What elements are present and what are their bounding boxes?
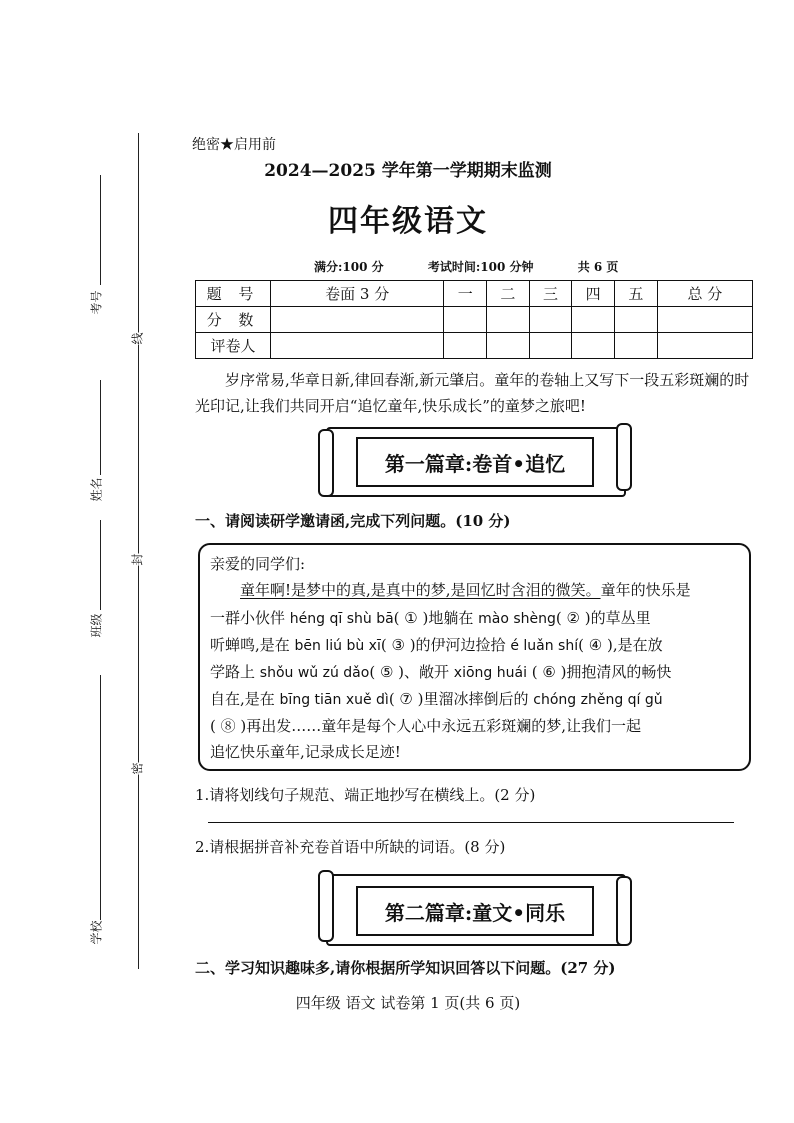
question-2: 2.请根据拼音补充卷首语中所缺的词语。(8 分) [195, 838, 506, 856]
score-cell[interactable] [572, 307, 615, 333]
score-cell[interactable] [529, 307, 572, 333]
school-label: 学校 [89, 920, 104, 945]
pinyin: é luǎn shí [510, 638, 579, 654]
score-cell[interactable] [657, 307, 752, 333]
chapter2-banner [318, 870, 634, 948]
blank-3[interactable]: ( ③ )的伊河边捡拾 [380, 636, 511, 654]
score-table-header-cell: 一 [444, 281, 487, 307]
intro-paragraph: 岁序常易,华章日新,律回春渐,新元肇启。童年的卷轴上又写下一段五彩斑斓的时光印记,让我们共同开启“追忆童年,快乐成长”的童梦之旅吧! [195, 371, 750, 415]
exam-title: 2024—2025 学年第一学期期末监测 [264, 161, 552, 181]
grader-cell[interactable] [572, 333, 615, 359]
score-cell[interactable] [615, 307, 658, 333]
score-table-header-cell: 三 [529, 281, 572, 307]
invitation-letter [198, 543, 751, 771]
letter-text: 听蝉鸣,是在 [210, 636, 295, 654]
letter-line [210, 688, 663, 709]
score-table-header-cell: 卷面 3 分 [271, 281, 444, 307]
grader-cell[interactable] [529, 333, 572, 359]
name-label: 姓名 [89, 477, 104, 502]
letter-closing: 追忆快乐童年,记录成长足迹! [210, 743, 401, 761]
seal-mark-seal: 封 [130, 553, 145, 566]
chapter1-banner [318, 423, 634, 499]
full-score: 满分:100 分 [314, 260, 384, 274]
pinyin: bēn liú bù xī [294, 638, 381, 654]
exam-meta [314, 258, 658, 275]
school-field-line [100, 675, 101, 920]
score-table-header-row [196, 281, 753, 307]
seal-mark-line: 线 [130, 332, 145, 345]
score-table-header-cell: 四 [572, 281, 615, 307]
chapter1-title: 第一篇章:卷首•追忆 [356, 437, 594, 487]
letter-text: 一群小伙伴 [210, 609, 290, 627]
letter-text: 自在,是在 [210, 690, 280, 708]
score-table-header-cell: 题 号 [196, 281, 271, 307]
exam-number-label: 考号 [89, 290, 104, 315]
grader-cell[interactable] [271, 333, 444, 359]
underlined-sentence: 童年啊!是梦中的真,是真中的梦,是回忆时含泪的微笑。 [240, 581, 601, 599]
blank-1[interactable]: ( ① )地躺在 [393, 609, 479, 627]
scroll-roll-left [318, 429, 334, 497]
letter-line [210, 634, 663, 655]
blank-6[interactable]: ( ⑥ )拥抱清风的畅快 [526, 663, 672, 681]
score-cell[interactable] [487, 307, 530, 333]
chapter2-title: 第二篇章:童文•同乐 [356, 886, 594, 936]
section1-heading: 一、请阅读研学邀请函,完成下列问题。(10 分) [195, 512, 511, 530]
score-table-row [196, 333, 753, 359]
grader-cell[interactable] [615, 333, 658, 359]
exam-time: 考试时间:100 分钟 [427, 260, 534, 274]
pinyin: shǒu wǔ zú dǎo [259, 665, 370, 681]
score-table-row [196, 307, 753, 333]
scroll-roll-left [318, 870, 334, 942]
pinyin: mào shèng [478, 611, 556, 627]
page-count: 共 6 页 [577, 260, 619, 274]
scroll-roll-right [616, 876, 632, 946]
score-table [195, 280, 753, 359]
question-1: 1.请将划线句子规范、端正地抄写在横线上。(2 分) [195, 786, 536, 804]
letter-text: 童年的快乐是 [600, 581, 691, 599]
blank-4[interactable]: ( ④ ),是在放 [578, 636, 663, 654]
scroll-roll-right [616, 423, 632, 491]
grader-cell[interactable] [444, 333, 487, 359]
score-cell[interactable] [444, 307, 487, 333]
secret-mark: 绝密★启用前 [192, 137, 276, 153]
pinyin: bīng tiān xuě dì [279, 692, 389, 708]
class-label: 班级 [89, 613, 104, 638]
subject-title: 四年级语文 [328, 204, 488, 239]
letter-text: 学路上 [210, 663, 260, 681]
score-table-header-cell: 二 [487, 281, 530, 307]
blank-2[interactable]: ( ② )的草丛里 [555, 609, 651, 627]
seal-mark-secret: 密 [130, 762, 145, 775]
pinyin: héng qī shù bā [289, 611, 394, 627]
page-footer: 四年级 语文 试卷第 1 页(共 6 页) [295, 994, 521, 1012]
section2-heading: 二、学习知识趣味多,请你根据所学知识回答以下问题。(27 分) [195, 959, 616, 977]
letter-line [240, 579, 691, 600]
score-table-header-cell: 五 [615, 281, 658, 307]
score-table-header-cell: 总 分 [657, 281, 752, 307]
grader-row-label: 评卷人 [196, 333, 271, 359]
letter-line [210, 607, 651, 628]
grader-cell[interactable] [487, 333, 530, 359]
score-cell[interactable] [271, 307, 444, 333]
blank-7[interactable]: ( ⑦ )里溜冰摔倒后的 [388, 690, 534, 708]
letter-line [210, 661, 671, 682]
pinyin: chóng zhěng qí gǔ [533, 692, 663, 708]
blank-8-line[interactable]: ( ⑧ )再出发……童年是每个人心中永远五彩斑斓的梦,让我们一起 [210, 717, 642, 735]
binding-line [138, 133, 139, 969]
grader-cell[interactable] [657, 333, 752, 359]
score-row-label: 分 数 [196, 307, 271, 333]
letter-greeting: 亲爱的同学们: [210, 555, 306, 573]
blank-5[interactable]: ( ⑤ )、敞开 [369, 663, 454, 681]
class-field-line [100, 520, 101, 610]
name-field-line [100, 380, 101, 475]
pinyin: xiōng huái [453, 665, 527, 681]
answer-line[interactable] [208, 822, 734, 823]
